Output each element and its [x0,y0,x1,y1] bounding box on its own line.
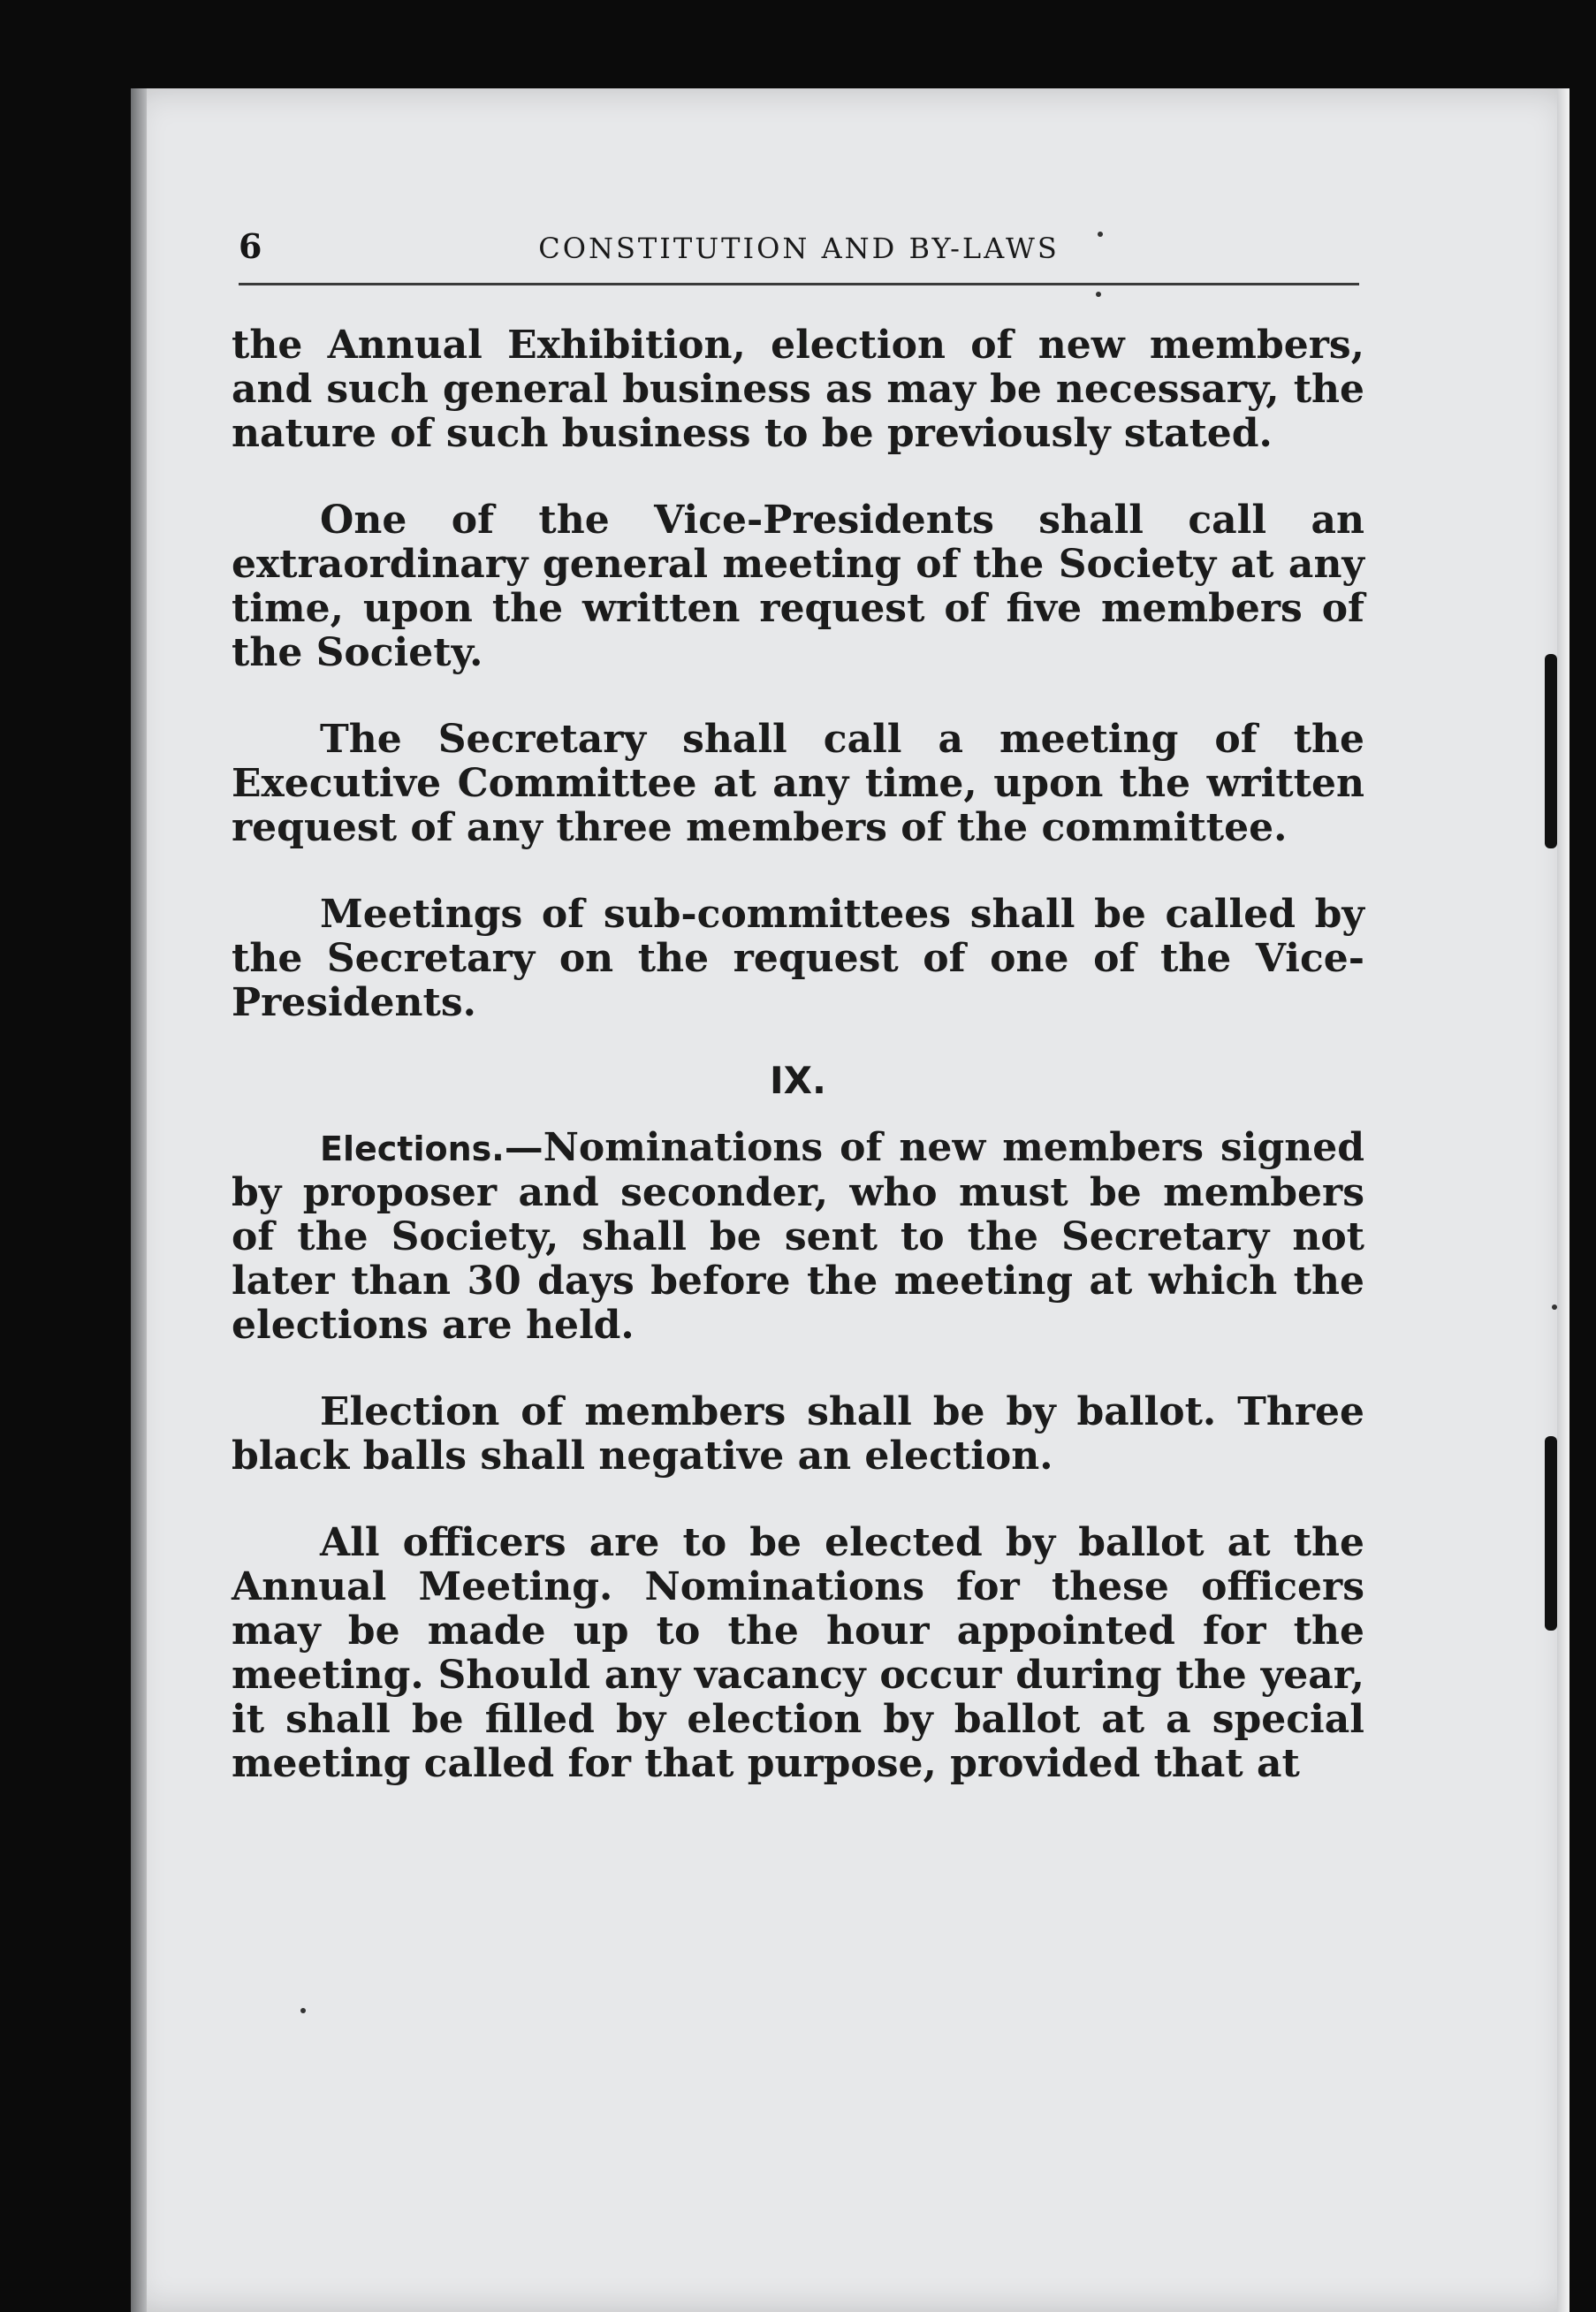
scan-speck [1552,1304,1557,1310]
binding-staple-mark [1545,654,1557,848]
paragraph-executive-meeting: The Secretary shall call a meeting of the Executive Committee at any time, upon the written request of any three members of the committee. [232,717,1364,850]
page-spine-shadow [131,88,147,2312]
page-right-edge [1557,88,1569,2312]
paragraph-sub-committees: Meetings of sub-committees shall be called by the Secretary on the request of one of the Vice-Presidents. [232,892,1364,1025]
section-heading: IX. [770,1059,826,1102]
scan-speck [1096,292,1101,297]
running-head-title: CONSTITUTION AND BY-LAWS [538,232,1060,265]
run-in-heading: Elections. [320,1129,505,1168]
paragraph-officers: All officers are to be elected by ballot at the Annual Meeting. Nominations for these officers may be made up to the hour appointed for the meeting. Should any vacancy occur during the year, it shall be filled by election by ballot at a special meeting called for that purpose, provided that at [232,1520,1364,1786]
paragraph-continued: the Annual Exhibition, election of new members, and such general business as may be necessary, the nature of such business to be previously stated. [232,323,1364,456]
page-number: 6 [239,226,262,266]
paragraph-ballot: Election of members shall be by ballot. Three black balls shall negative an election. [232,1389,1364,1479]
binding-staple-mark [1545,1436,1557,1631]
paragraph-extraordinary-meeting: One of the Vice-Presidents shall call an extraordinary general meeting of the Society at any time, upon the written request of five members of the Society. [232,498,1364,675]
body-text [232,323,1364,1829]
running-head [239,226,1359,285]
paragraph-elections [232,1126,1364,1348]
scan-speck [300,2008,306,2013]
paragraph-elections-text: —Nominations of new members signed by proposer and seconder, who must be members of the Society, shall be sent to the Secretary not later than 30 days before the meeting at which the elections are held. [232,1125,1364,1348]
